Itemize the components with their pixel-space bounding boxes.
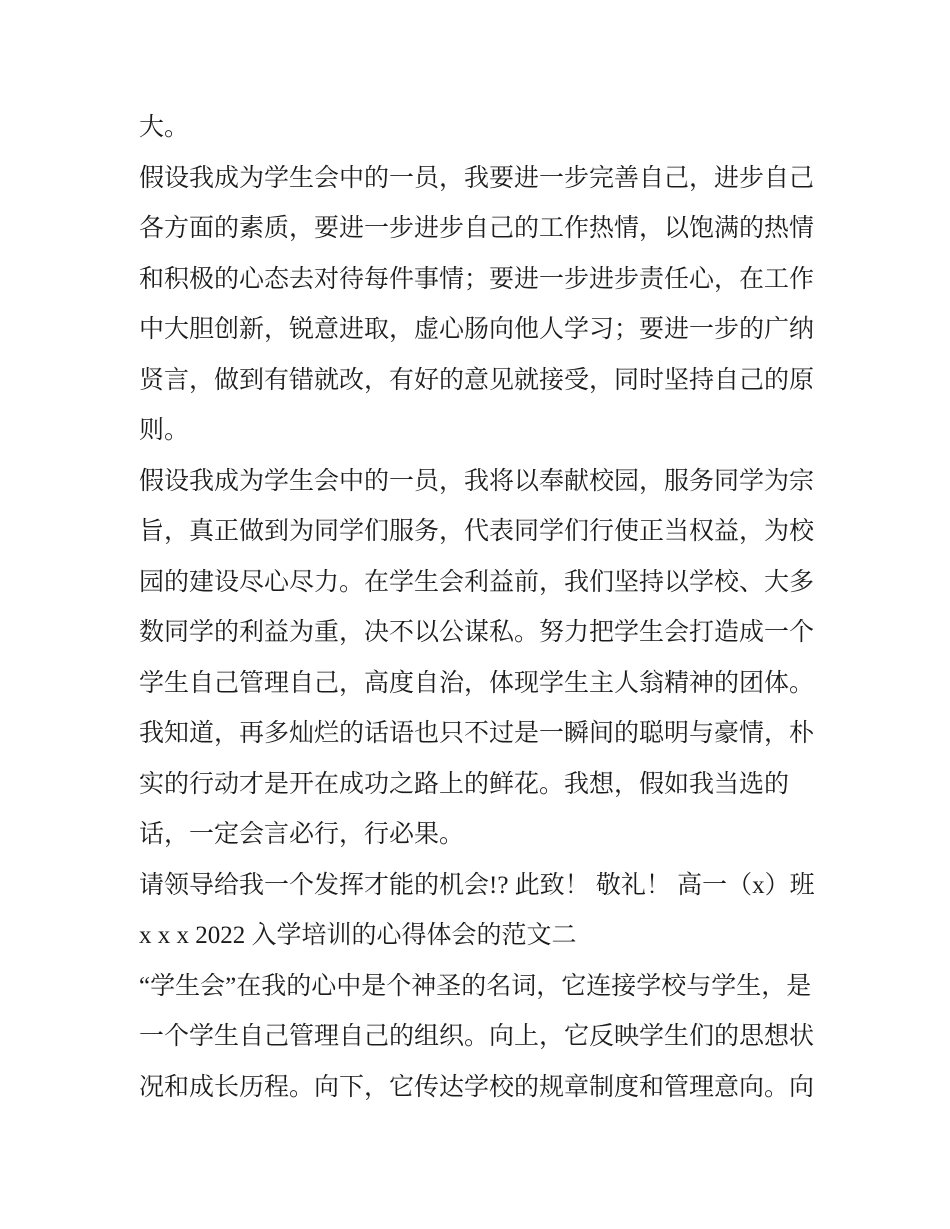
text-line: 各方面的素质，要进一步进步自己的工作热情，以饱满的热情 <box>139 215 815 242</box>
text-line: “学生会”在我的心中是个神圣的名词，它连接学校与学生，是 <box>139 972 812 1000</box>
text-line: 假设我成为学生会中的一员，我要进一步完善自己，进步自己 <box>139 164 815 192</box>
document-text-block <box>139 103 839 1113</box>
text-line: 况和成长历程。向下，它传达学校的规章制度和管理意向。向 <box>139 1073 815 1101</box>
text-line: 数同学的利益为重，决不以公谋私。努力把学生会打造成一个 <box>139 619 815 646</box>
text-line: 园的建设尽心尽力。在学生会利益前，我们坚持以学校、大多 <box>139 568 815 596</box>
text-line: 请领导给我一个发挥才能的机会!? 此致！ 敬礼！ 高一（x）班 <box>139 871 815 899</box>
text-line: 一个学生自己管理自己的组织。向上，它反映学生们的思想状 <box>139 1023 815 1050</box>
text-line: 旨，真正做到为同学们服务，代表同学们行使正当权益，为校 <box>139 518 815 545</box>
text-line: 和积极的心态去对待每件事情；要进一步进步责任心，在工作 <box>139 265 815 293</box>
text-line: 则。 <box>139 417 190 444</box>
text-line: 实的行动才是开在成功之路上的鲜花。我想，假如我当选的 <box>139 770 790 798</box>
text-line: 中大胆创新，锐意进取，虚心肠向他人学习；要进一步的广纳 <box>139 316 815 343</box>
text-line: 话，一定会言必行，行必果。 <box>139 821 465 848</box>
text-line: x x x 2022 入学培训的心得体会的范文二 <box>139 922 577 949</box>
text-line: 我知道，再多灿烂的话语也只不过是一瞬间的聪明与豪情，朴 <box>139 720 815 747</box>
text-line: 学生自己管理自己，高度自治，体现学生主人翁精神的团体。 <box>139 669 815 697</box>
text-line: 贤言，做到有错就改，有好的意见就接受，同时坚持自己的原 <box>139 366 815 394</box>
text-line: 大。 <box>139 114 190 141</box>
text-line: 假设我成为学生会中的一员，我将以奉献校园，服务同学为宗 <box>139 467 815 495</box>
